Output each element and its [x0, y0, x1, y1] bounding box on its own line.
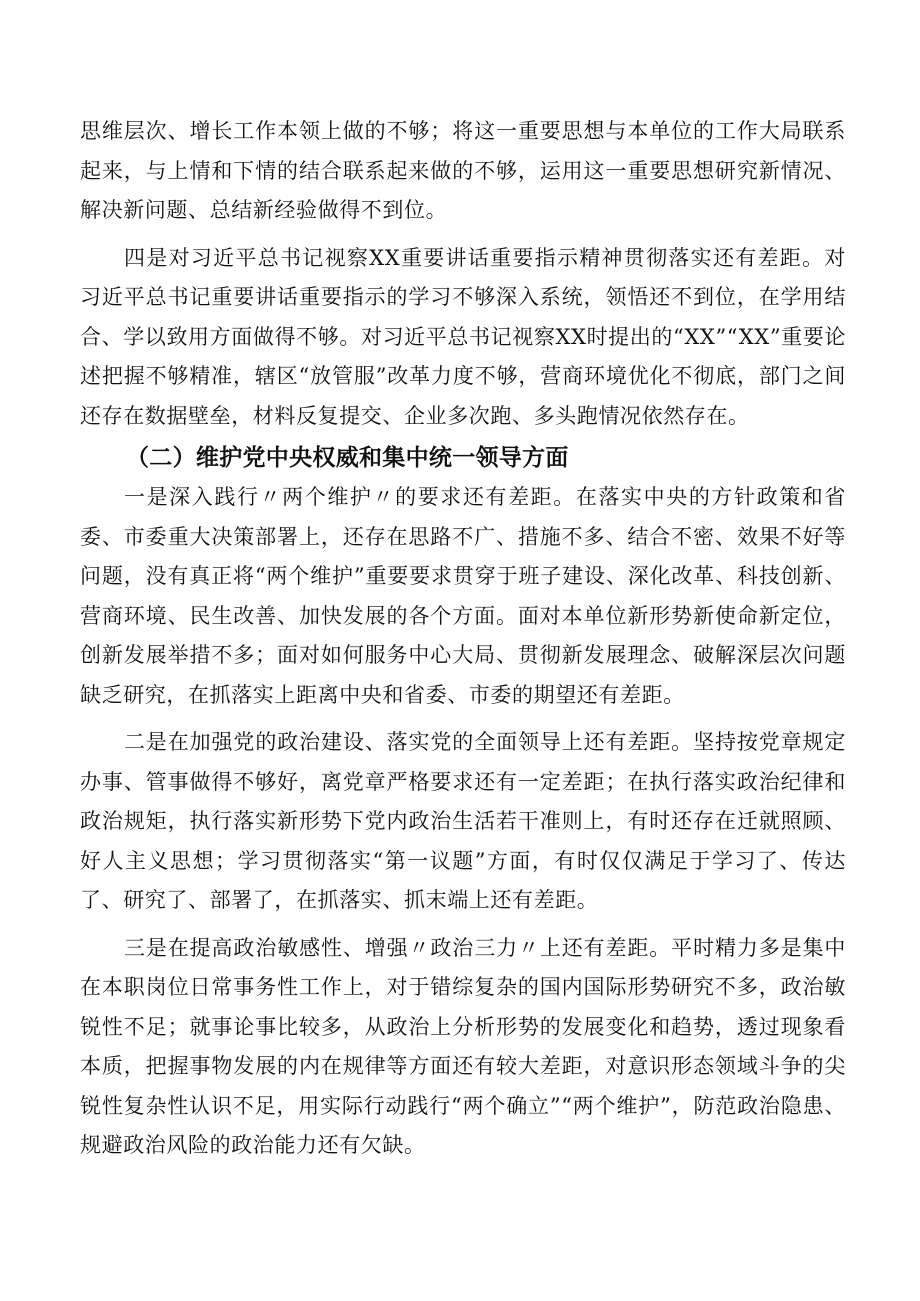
paragraph-point-three: 三是在提高政治敏感性、增强〃政治三力〃上还有差距。平时精力多是集中在本职岗位日常事务性工作上，对于错综复杂的国内国际形势研究不多，政治敏锐性不足；就事论事比较多，从政治上分析形势的发展变化和趋势，透过现象看本质，把握事物发展的内在规律等方面还有较大差距，对意识形态领域斗争的尖锐性复杂性认识不足，用实际行动践行“两个确立”“两个维护”，防范政治隐患、规避政治风险的政治能力还有欠缺。 — [80, 935, 846, 1157]
section-heading: （二）维护党中央权威和集中统一领导方面 — [126, 445, 569, 471]
paragraph-point-two: 二是在加强党的政治建设、落实党的全面领导上还有差距。坚持按党章规定办事、管事做得不够好，离党章严格要求还有一定差距；在执行落实政治纪律和政治规矩，执行落实新形势下党内政治生活若干准则上，有时还存在迁就照顾、好人主义思想；学习贯彻落实“第一议题”方面，有时仅仅满足于学习了、传达了、研究了、部署了，在抓落实、抓末端上还有差距。 — [80, 730, 846, 912]
paragraph-point-four: 四是对习近平总书记视察XX重要讲话重要指示精神贯彻落实还有差距。对习近平总书记重要讲话重要指示的学习不够深入系统，领悟还不到位，在学用结合、学以致用方面做得不够。对习近平总书记视察XX时提出的“XX”“XX”重要论述把握不够精准，辖区“放管服”改革力度不够，营商环境优化不彻底，部门之间还存在数据壁垒，材料反复提交、企业多次跑、多头跑情况依然存在。 — [80, 245, 846, 428]
paragraph-point-one: 一是深入践行〃两个维护〃的要求还有差距。在落实中央的方针政策和省委、市委重大决策部署上，还存在思路不广、措施不多、结合不密、效果不好等问题，没有真正将“两个维护”重要要求贯穿于班子建设、深化改革、科技创新、营商环境、民生改善、加快发展的各个方面。面对本单位新形势新使命新定位，创新发展举措不多；面对如何服务中心大局、贯彻新发展理念、破解深层次问题缺乏研究，在抓落实上距离中央和省委、市委的期望还有差距。 — [80, 485, 846, 707]
paragraph-continuation: 思维层次、增长工作本领上做的不够；将这一重要思想与本单位的工作大局联系起来，与上情和下情的结合联系起来做的不够，运用这一重要思想研究新情况、解决新问题、总结新经验做得不到位。 — [80, 119, 846, 222]
document-page — [80, 112, 846, 1166]
